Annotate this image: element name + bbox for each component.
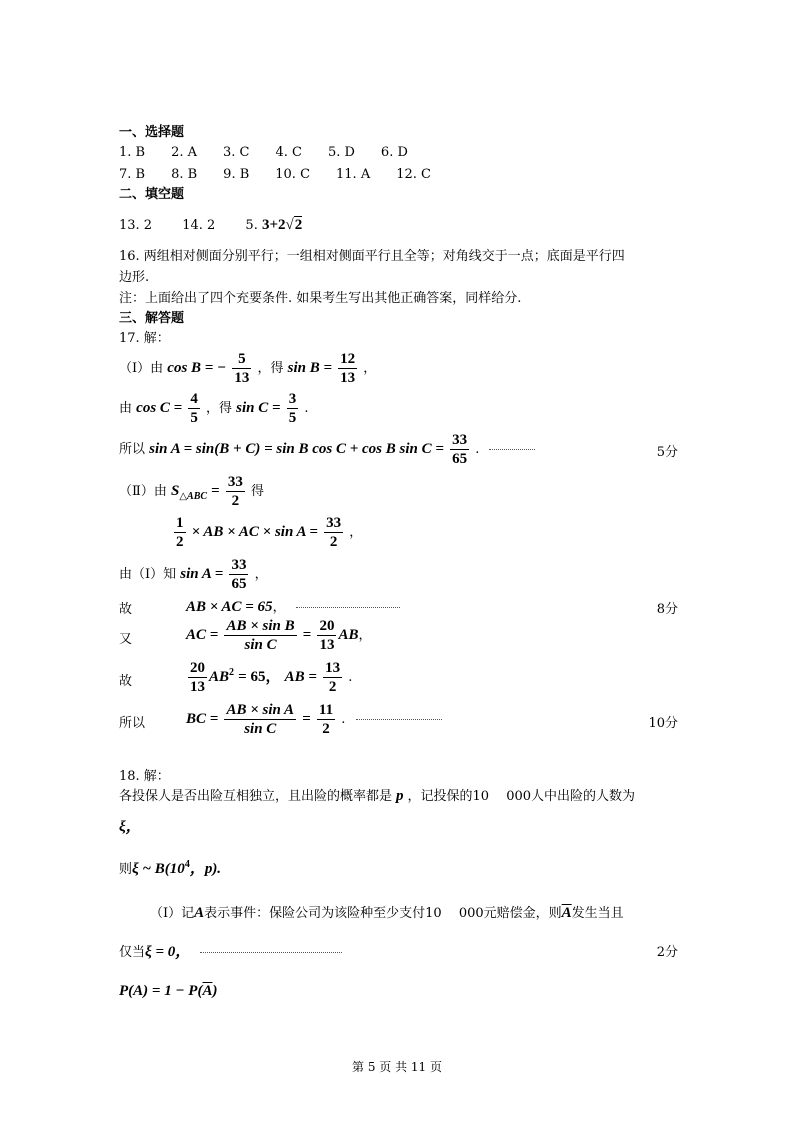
dot-leader [489, 449, 535, 450]
math-AC: AC = [186, 627, 219, 643]
q17-line8 [186, 617, 372, 654]
math-xi-zero: ξ = 0， [145, 944, 191, 960]
fraction [229, 556, 248, 593]
math-area-formula: × AB × AC × sin A = [191, 524, 318, 540]
text: 则 [119, 862, 133, 877]
q17-line1 [119, 350, 376, 387]
math-A-bar: $\overline{A}$ [202, 983, 213, 999]
section-title-fill: 二、填空题 [119, 187, 185, 202]
text: ，记投保的10 000人中出险的人数为 [407, 789, 636, 804]
text: 由（Ⅰ）知 [119, 567, 177, 582]
q18-line3 [119, 857, 221, 878]
math-product: AB × AC = 65 [186, 599, 273, 615]
text: 表示事件：保险公司为该险种至少支付10 000元赔偿金，则 [204, 906, 562, 921]
choice-answers-row1: 1. B 2. A 3. C 4. C 5. D 6. D [119, 145, 408, 160]
math-AB: AB [209, 669, 230, 685]
fraction [323, 659, 342, 696]
denominator: 2 [322, 721, 330, 737]
q18-line1 [119, 785, 635, 805]
fraction [226, 473, 245, 510]
denominator: 2 [329, 534, 338, 550]
math-S: S [170, 483, 180, 499]
numerator: AB × sin A [226, 702, 295, 718]
denominator: 2 [176, 534, 184, 550]
math-superscript: 4 [184, 859, 190, 870]
denominator: 13 [190, 679, 205, 695]
math-eq: = [302, 627, 312, 643]
q17-line6 [119, 556, 268, 593]
text: 各投保人是否出险互相独立，且出险的概率都是 [119, 789, 393, 804]
q17-line3 [119, 431, 535, 468]
answer-15-radicand: 2 [294, 217, 303, 233]
denominator: 13 [234, 370, 250, 386]
text: 发生当且 [571, 906, 624, 921]
q18-xi: ξ， [119, 819, 141, 835]
q18-heading: 18. 解： [119, 769, 170, 784]
math-subscript: △ABC [179, 491, 208, 502]
fraction [287, 390, 299, 427]
text: 由 [119, 401, 133, 416]
text: . [341, 712, 346, 727]
numerator: AB × sin B [226, 618, 295, 634]
q17-line9-label: 故 [119, 674, 133, 689]
math-sinB: sin B = [287, 360, 333, 376]
fraction [188, 659, 207, 696]
math-A-bar: $\overline{A}$ [561, 905, 572, 921]
text: . [475, 442, 480, 457]
math-AB: AB [338, 627, 359, 643]
text: ，得 [257, 361, 284, 376]
q17-line8-label: 又 [119, 632, 133, 647]
score-5: 5分 [656, 445, 678, 460]
numerator: 13 [325, 660, 341, 676]
numerator: 11 [318, 702, 334, 718]
fraction [232, 350, 251, 387]
q18-line4 [150, 902, 624, 922]
q17-line7 [186, 596, 400, 616]
denominator: sin C [244, 721, 277, 737]
math-superscript: 2 [229, 667, 235, 678]
q17-line10-label: 所以 [119, 716, 146, 731]
denominator: 65 [452, 451, 468, 467]
fraction [450, 431, 469, 468]
math-BC: BC = [186, 711, 219, 727]
numerator: 20 [190, 660, 205, 676]
math-PA: P(A) = 1 − P( [119, 983, 203, 999]
math-binomial-end: ，p). [189, 861, 222, 877]
fill-answers-text: 13. 2 14. 2 5. [119, 218, 262, 233]
q16-line2: 边形. [119, 270, 150, 285]
denominator: 2 [231, 493, 240, 509]
text: ， [272, 600, 286, 615]
math-A: A [194, 905, 205, 921]
choice-answers-row2: 7. B 8. B 9. B 10. C 11. A 12. C [119, 167, 431, 182]
q17-line4 [119, 473, 264, 510]
math-sinC: sin C = [236, 400, 281, 416]
math-AB-eq: AB = [284, 669, 317, 685]
dot-leader [296, 607, 400, 608]
numerator: 12 [340, 351, 356, 367]
numerator: 33 [231, 557, 247, 573]
fill-answers [119, 214, 302, 234]
numerator: 5 [232, 350, 251, 369]
q18-line5 [119, 940, 342, 961]
fraction [188, 390, 200, 427]
q16-line1: 16. 两组相对侧面分别平行；一组相对侧面平行且全等；对角线交于一点；底面是平行四 [119, 249, 625, 264]
fraction [224, 701, 296, 738]
q16-note: 注：上面给出了四个充要条件. 如果考生写出其他正确答案，同样给分. [119, 291, 522, 306]
denominator: 5 [190, 410, 198, 426]
sqrt-symbol: √ [285, 217, 294, 233]
answer-15-expr [262, 216, 302, 233]
fraction [224, 617, 296, 654]
denominator: 5 [288, 410, 297, 426]
numerator: 33 [227, 474, 243, 490]
q18-line6 [119, 983, 217, 1000]
text: ， [363, 361, 377, 376]
score-2: 2分 [656, 945, 678, 960]
fraction [174, 514, 186, 551]
text: . [348, 670, 353, 685]
text: ， [254, 567, 268, 582]
numerator: 4 [190, 391, 198, 407]
text: （Ⅰ）记 [150, 906, 195, 921]
score-10: 10分 [648, 716, 678, 731]
answer-15-coef: 3+2 [261, 217, 286, 233]
dot-leader [356, 719, 442, 720]
fraction [338, 350, 357, 387]
fraction [317, 617, 336, 654]
q17-heading: 17. 解： [119, 331, 170, 346]
q17-line10 [186, 701, 442, 738]
fraction [317, 701, 335, 738]
text: （Ⅱ）由 [119, 484, 167, 499]
math-eq: = [302, 711, 311, 727]
denominator: 2 [328, 679, 337, 695]
math-cosC: cos C = [136, 400, 183, 416]
page-footer: 第 5 页 共 11 页 [352, 1060, 442, 1074]
denominator: sin C [244, 637, 277, 653]
section-title-solution: 三、解答题 [119, 311, 185, 326]
text: 仅当 [119, 945, 146, 960]
math-sinA: sin A = [180, 566, 224, 582]
denominator: 13 [340, 370, 356, 386]
math-close-paren: ) [212, 983, 218, 999]
numerator: 33 [326, 515, 342, 531]
math-eq-65: = 65， [238, 669, 281, 685]
numerator: 20 [319, 618, 335, 634]
text: ，得 [206, 401, 233, 416]
denominator: 65 [231, 576, 247, 592]
math-p: p [396, 788, 404, 804]
math-eq: = [211, 483, 220, 499]
math-cosB: cos B = − [167, 360, 227, 376]
text: ， [358, 628, 372, 643]
fraction [324, 514, 343, 551]
q17-line2 [119, 390, 308, 427]
q17-line9 [186, 659, 352, 696]
text: ， [349, 525, 363, 540]
text: （Ⅰ）由 [119, 361, 164, 376]
score-8: 8分 [656, 602, 678, 617]
math-binomial: ξ ~ B(10 [132, 861, 185, 877]
text: 所以 [119, 442, 146, 457]
q17-line5 [172, 514, 362, 551]
numerator: 33 [452, 432, 468, 448]
q17-line7-label: 故 [119, 602, 133, 617]
numerator: 3 [288, 391, 297, 407]
section-title-choice: 一、选择题 [119, 125, 185, 140]
math-sinA-expansion: sin A = sin(B + C) = sin B cos C + cos B sin C = [149, 441, 444, 457]
text: . [304, 401, 309, 416]
denominator: 13 [319, 637, 335, 653]
dot-leader [200, 952, 342, 953]
numerator: 1 [176, 515, 184, 531]
text: 得 [251, 484, 265, 499]
